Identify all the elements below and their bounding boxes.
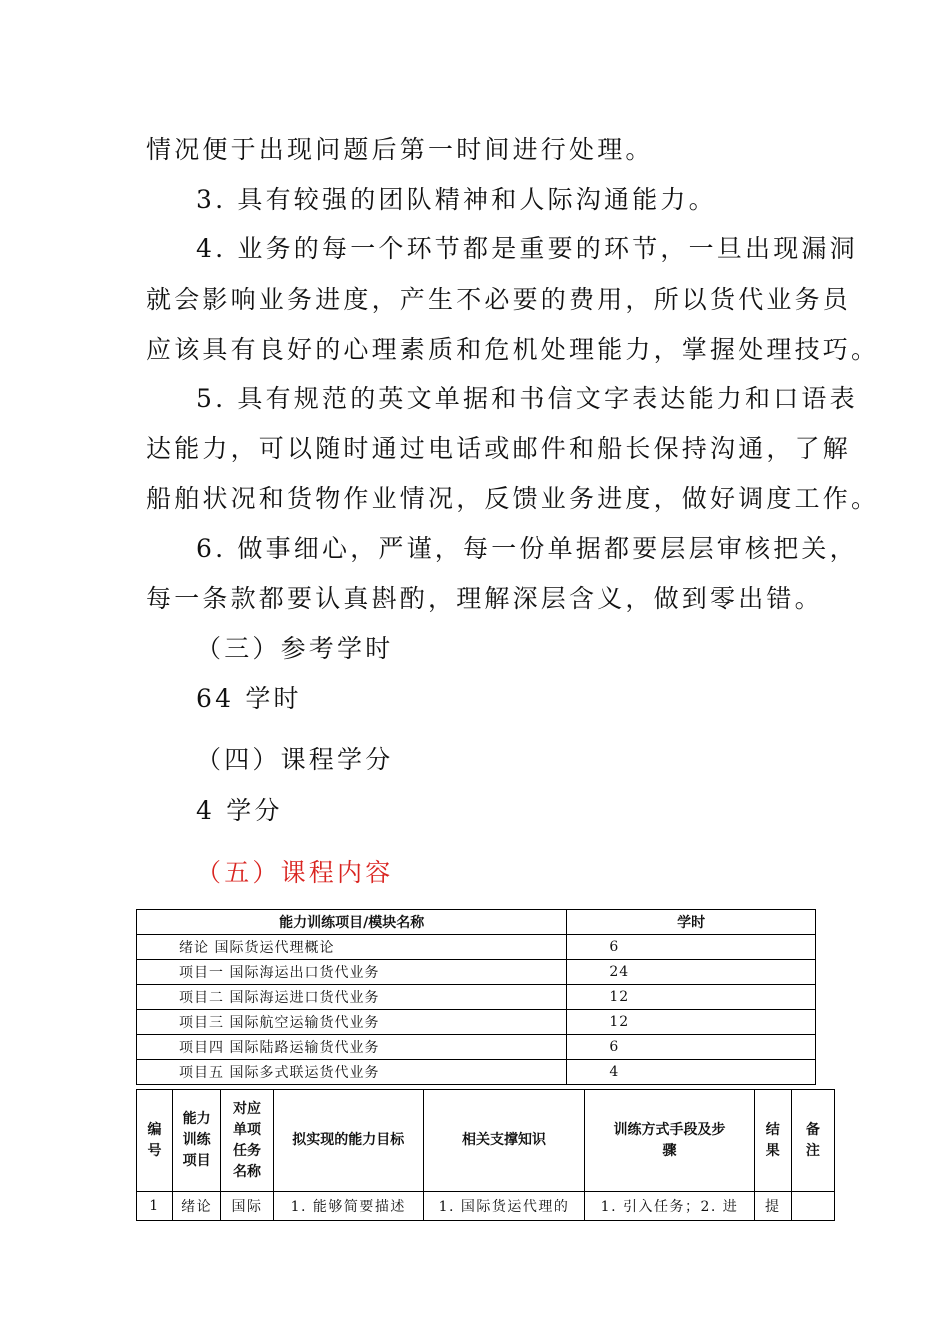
module-hours: 6 — [567, 1035, 816, 1060]
paragraph-line: 4. 业务的每一个环节都是重要的环节，一旦出现漏洞 — [196, 234, 858, 263]
table-cell: 绪论 — [172, 1192, 220, 1221]
table-cell: 1 — [137, 1192, 173, 1221]
column-header: 对应单项任务名称 — [221, 1090, 273, 1192]
column-header: 编号 — [137, 1090, 173, 1192]
table-cell: 提 — [754, 1192, 791, 1221]
credits-value: 4 学分 — [196, 796, 283, 825]
detail-table — [136, 1089, 835, 1221]
paragraph-line: 每一条款都要认真斟酌，理解深层含义，做到零出错。 — [146, 584, 823, 613]
paragraph-line: 情况便于出现问题后第一时间进行处理。 — [146, 135, 654, 164]
table-cell: 1. 能够简要描述 — [273, 1192, 423, 1221]
table-row — [137, 960, 816, 985]
module-name: 项目五 国际多式联运货代业务 — [137, 1060, 567, 1085]
module-hours: 6 — [567, 935, 816, 960]
column-header: 备注 — [791, 1090, 834, 1192]
table-header-row — [137, 910, 816, 935]
column-header: 学时 — [567, 910, 816, 935]
column-header: 能力训练项目 — [172, 1090, 220, 1192]
column-header: 能力训练项目/模块名称 — [137, 910, 567, 935]
column-header: 拟实现的能力目标 — [273, 1090, 423, 1192]
section-heading-hours: （三）参考学时 — [196, 634, 394, 663]
table-row — [137, 985, 816, 1010]
table-row — [137, 935, 816, 960]
module-hours: 12 — [567, 1010, 816, 1035]
paragraph-line: 应该具有良好的心理素质和危机处理能力，掌握处理技巧。 — [146, 335, 880, 364]
section-heading-credits: （四）课程学分 — [196, 745, 394, 774]
module-name: 项目三 国际航空运输货代业务 — [137, 1010, 567, 1035]
paragraph-line: 3. 具有较强的团队精神和人际沟通能力。 — [196, 185, 717, 214]
paragraph-line: 5. 具有规范的英文单据和书信文字表达能力和口语表 — [196, 384, 858, 413]
modules-table — [136, 909, 816, 1085]
table-header-row — [137, 1090, 835, 1192]
module-name: 项目二 国际海运进口货代业务 — [137, 985, 567, 1010]
table-row — [137, 1060, 816, 1085]
column-header: 结果 — [754, 1090, 791, 1192]
table-cell: 1. 引入任务；2. 进 — [585, 1192, 755, 1221]
table-row — [137, 1192, 835, 1221]
table-row — [137, 1010, 816, 1035]
hours-value: 64 学时 — [196, 684, 302, 713]
module-hours: 12 — [567, 985, 816, 1010]
module-name: 项目四 国际陆路运输货代业务 — [137, 1035, 567, 1060]
table-cell: 1. 国际货运代理的 — [423, 1192, 584, 1221]
table-row — [137, 1035, 816, 1060]
module-hours: 4 — [567, 1060, 816, 1085]
table-cell — [791, 1192, 834, 1221]
module-name: 项目一 国际海运出口货代业务 — [137, 960, 567, 985]
column-header: 训练方式手段及步骤 — [585, 1090, 755, 1192]
column-header: 相关支撑知识 — [423, 1090, 584, 1192]
paragraph-line: 船舶状况和货物作业情况，反馈业务进度，做好调度工作。 — [146, 484, 880, 513]
section-heading-content: （五）课程内容 — [196, 858, 394, 887]
paragraph-line: 就会影响业务进度，产生不必要的费用，所以货代业务员 — [146, 285, 852, 314]
module-hours: 24 — [567, 960, 816, 985]
module-name: 绪论 国际货运代理概论 — [137, 935, 567, 960]
table-cell: 国际 — [221, 1192, 273, 1221]
paragraph-line: 6. 做事细心，严谨，每一份单据都要层层审核把关， — [196, 534, 858, 563]
paragraph-line: 达能力，可以随时通过电话或邮件和船长保持沟通，了解 — [146, 434, 852, 463]
